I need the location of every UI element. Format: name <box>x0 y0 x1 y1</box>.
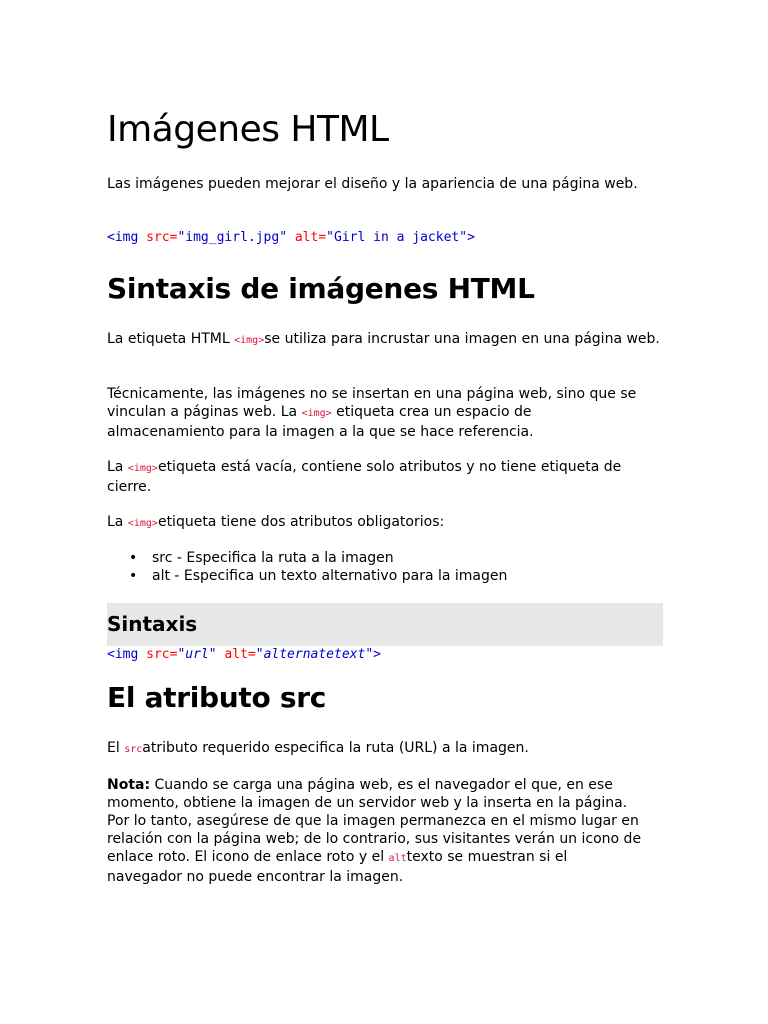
code-quote: " <box>208 647 217 662</box>
text: El <box>107 740 125 756</box>
list-item-text: src - Especifica la ruta a la imagen <box>152 550 394 566</box>
text: La etiqueta HTML <box>107 331 235 347</box>
bullet-icon: • <box>129 568 138 584</box>
syntax-paragraph-2 <box>107 385 663 441</box>
code-value-url: url <box>185 647 209 662</box>
inline-code-img: <img> <box>301 408 332 419</box>
section-heading-src: El atributo src <box>107 681 327 714</box>
text: se utiliza para incrustar una imagen en una página web. <box>264 331 660 347</box>
list-item <box>107 567 507 585</box>
code-tag-open: <img <box>107 647 139 662</box>
text: Técnicamente, las imágenes no se insertan en una página web, sino que se <box>107 386 637 402</box>
text: etiqueta está vacía, contiene solo atributos y no tiene etiqueta de cierre. <box>107 459 622 495</box>
syntax-paragraph-3 <box>107 458 663 496</box>
required-attributes-list <box>107 549 507 585</box>
list-item <box>107 549 507 567</box>
text: navegador no puede encontrar la imagen. <box>107 869 404 885</box>
code-quote: " <box>177 647 186 662</box>
text: vinculan a páginas web. La <box>107 404 302 420</box>
text: Cuando se carga una página web, es el navegador el que, en ese <box>150 777 613 793</box>
code-quote: " <box>255 647 264 662</box>
note-paragraph <box>107 776 663 886</box>
text: La <box>107 514 128 530</box>
inline-code-img: <img> <box>234 335 265 346</box>
syntax-paragraph-4 <box>107 513 663 533</box>
inline-code-img: <img> <box>127 463 158 474</box>
text: almacenamiento para la imagen a la que se hace referencia. <box>107 424 534 440</box>
code-attr-src: src= <box>146 647 178 662</box>
code-value-src: "img_girl.jpg" <box>177 230 288 245</box>
code-value-alternatetext: alternatetext <box>263 647 366 662</box>
src-paragraph <box>107 739 663 759</box>
text: atributo requerido especifica la ruta (URL) a la imagen. <box>142 740 529 756</box>
text: etiqueta crea un espacio de <box>331 404 532 420</box>
code-quote: " <box>365 647 374 662</box>
note-label: Nota: <box>107 777 151 793</box>
bullet-icon: • <box>129 550 138 566</box>
text: enlace roto. El icono de enlace roto y el <box>107 849 389 865</box>
code-tag-close: > <box>373 647 381 662</box>
text: Por lo tanto, asegúrese de que la imagen permanezca en el mismo lugar en <box>107 813 639 829</box>
code-tag-open: <img <box>107 230 139 245</box>
inline-code-alt: alt <box>388 853 407 864</box>
text: relación con la página web; de lo contrario, sus visitantes verán un icono de <box>107 831 642 847</box>
list-item-text: alt - Especifica un texto alternativo para la imagen <box>152 568 508 584</box>
intro-paragraph: Las imágenes pueden mejorar el diseño y la apariencia de una página web. <box>107 176 638 192</box>
code-attr-src: src= <box>146 230 178 245</box>
page-title: Imágenes HTML <box>107 109 389 150</box>
code-tag-close: > <box>467 230 475 245</box>
text: etiqueta tiene dos atributos obligatorios: <box>157 514 445 530</box>
inline-code-src: src <box>124 744 143 755</box>
inline-code-img: <img> <box>127 518 158 529</box>
syntax-paragraph-1 <box>107 330 663 350</box>
section-heading-syntax: Sintaxis de imágenes HTML <box>107 272 535 305</box>
code-attr-alt: alt= <box>224 647 256 662</box>
syntax-box <box>107 603 663 646</box>
text: La <box>107 459 128 475</box>
text: texto se muestran si el <box>406 849 568 865</box>
code-value-alt: "Girl in a jacket" <box>326 230 468 245</box>
syntax-box-title: Sintaxis <box>107 612 198 636</box>
code-attr-alt: alt= <box>294 230 327 245</box>
code-example-syntax <box>107 646 381 664</box>
code-example-img-girl <box>107 229 475 247</box>
text: momento, obtiene la imagen de un servidor web y la inserta en la página. <box>107 795 628 811</box>
